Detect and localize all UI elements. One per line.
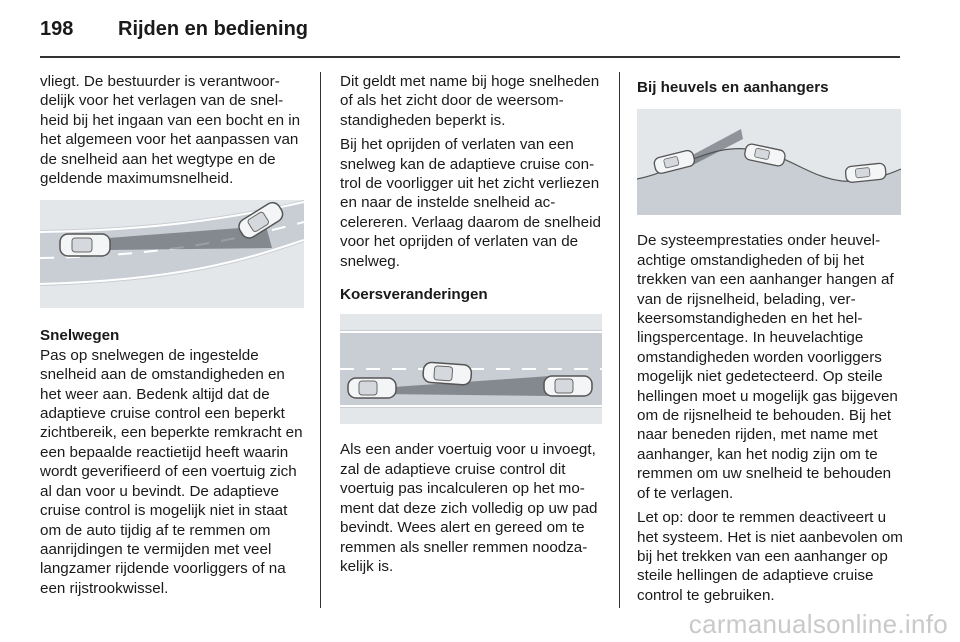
paragraph: Dit geldt met name bij hoge snelheden of als het zicht door de weersomstandigheden beperkt is. [340,73,600,129]
page-header [40,18,308,48]
column-3 [637,72,903,605]
column-divider [320,72,321,608]
paragraph: De systeemprestaties onder heuvelachtige omstandigheden of bij het trekken van een aanhanger hangen af van de rijsnelheid, belading, verkeersomstandigheden en het hellingspercentage. In heuvelachtige omstandigheden worden voorliggers mogelijk niet gedetecteerd. Op steile hellingen moet u mogelijk gas bijgeven om de rijsnelheid te behouden. Bij het naar beneden rijden, met name met aanhanger, kan het nodig zijn om te remmen om uw snelheid te behouden of te verlagen. [637,232,898,502]
section-heading: Koersveranderingen [340,286,488,304]
column-1 [40,72,306,598]
paragraph: Pas op snelwegen de ingestelde snelheid aan de omstandigheden en het weer aan. Bedenk altijd dat de adaptieve cruise control een beperkt zichtbereik, een beperkte remkracht en een bepaalde reactietijd heeft waarin wordt geverifieerd of een voertuig zich al dan voor u bevindt. De adaptieve cruise control is mogelijk niet in staat om de auto tijdig af te remmen om aanrijdingen te vermijden met veel langzamer rijdende voorliggers of na een rijstrookwissel. [40,346,303,597]
section-heading: Snelwegen [40,327,120,345]
page-number: 198 [40,18,74,40]
column-2 [340,72,606,576]
lane-change-illustration [340,314,602,424]
paragraph: Als een ander voertuig voor u invoegt, zal de adaptieve cruise control dit voertuig pas incalculeren op het moment dat deze zich volledig op uw pad bevindt. Wees alert en gereed om te remmen als sneller remmen noodzakelijk is. [340,441,598,575]
column-divider [619,72,620,608]
page-title: Rijden en bediening [118,18,309,40]
hills-trailer-illustration [637,109,901,215]
curve-illustration [40,200,304,308]
watermark: carmanualsonline.info [688,609,948,639]
section-heading: Bij heuvels en aanhangers [637,79,829,96]
paragraph: Bij het oprijden of verlaten van een snelweg kan de adaptieve cruise control de voorligger uit het zicht verliezen en naar de instelde snelheid accelereren. Verlaag daarom de snelheid voor het oprijden of verlaten van de snelweg. [340,136,601,270]
paragraph: Let op: door te remmen deactiveert u het systeem. Het is niet aanbevolen om bij het trekken van een aanhanger op steile hellingen de adaptieve cruise control te gebruiken. [637,509,903,604]
header-rule [40,56,900,58]
paragraph: vliegt. De bestuurder is verantwoordelijk voor het verlagen van de snelheid bij het ingaan van een bocht en in het algemeen voor het aanpassen van de snelheid aan het wegtype en de geldende maximumsnelheid. [40,73,301,188]
